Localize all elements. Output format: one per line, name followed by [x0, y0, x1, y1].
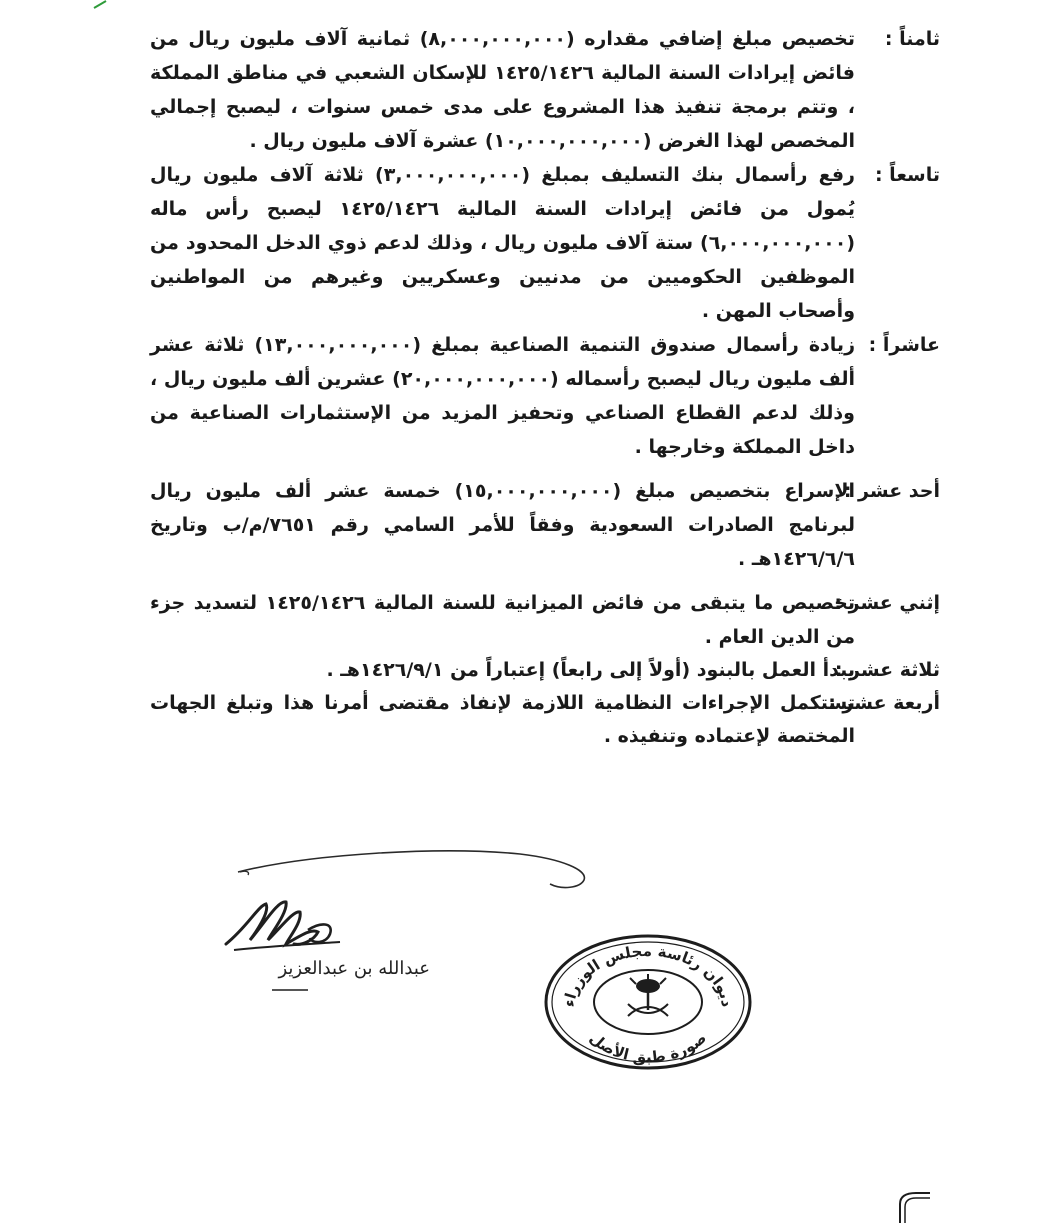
seal-stamp-icon: [540, 930, 755, 1070]
item-label: ثامناً :: [884, 28, 940, 50]
seal-top-text: ديوان رئاسة مجلس الوزراء: [559, 941, 737, 1008]
item-label: إثني عشر :: [834, 592, 940, 614]
item-label: أحد عشر :: [843, 480, 940, 502]
item-text: الإسراع بتخصيص مبلغ (١٥,٠٠٠,٠٠٠,٠٠٠) خمسة عشر ألف مليون ريال لبرنامج الصادرات السعودية وفقاً للأمر السامي رقم ٧٦٥١/م/ب وتاريخ ١٤٢٦/٦/٦هـ .: [150, 480, 855, 570]
item-label: عاشراً :: [868, 334, 940, 356]
item-label: ثلاثة عشر :: [834, 659, 940, 681]
decree-items: [150, 22, 940, 753]
palm-and-crossed-swords-emblem: [628, 974, 668, 1016]
item-9: [150, 158, 940, 328]
corner-mark-icon: [92, 0, 108, 10]
seal-bottom-text: صورة طبق الأصل: [586, 1028, 710, 1067]
item-label: تاسعاً :: [874, 164, 940, 186]
item-label: أربعة عشر :: [828, 692, 940, 714]
item-10: [150, 328, 940, 464]
item-text: يبدأ العمل بالبنود (أولاً إلى رابعاً) إعتباراً من ١٤٢٦/٩/١هـ .: [326, 659, 855, 681]
item-text: تستكمل الإجراءات النظامية اللازمة لإنفاذ مقتضى أمرنا هذا وتبلغ الجهات المختصة لإعتماده وتنفيذه .: [150, 692, 855, 747]
page-curl-icon: [896, 1190, 936, 1223]
item-8: [150, 22, 940, 158]
item-13: [150, 654, 940, 687]
item-14: [150, 687, 940, 753]
item-text: رفع رأسمال بنك التسليف بمبلغ (٣,٠٠٠,٠٠٠,٠٠٠) ثلاثة آلاف مليون ريال يُمول من فائض إيرادات السنة المالية ١٤٢٥/١٤٢٦ ليصبح رأس ماله (٦,٠٠٠,٠٠٠,٠٠٠) ستة آلاف مليون ريال ، وذلك لدعم ذوي الدخل المحدود من الموظفين الحكوميين من مدنيين وعسكريين وغيرهم من المواطنين وأصحاب المهن .: [150, 164, 855, 322]
signer-name: عبدالله بن عبدالعزيز: [278, 958, 430, 979]
item-text: زيادة رأسمال صندوق التنمية الصناعية بمبلغ (١٣,٠٠٠,٠٠٠,٠٠٠) ثلاثة عشر ألف مليون ريال ليصبح رأسماله (٢٠,٠٠٠,٠٠٠,٠٠٠) عشرين ألف مليون ريال ، وذلك لدعم القطاع الصناعي وتحفيز المزيد من الإستثمارات الصناعية من داخل المملكة وخارجها .: [150, 334, 856, 458]
item-text: تخصيص ما يتبقى من فائض الميزانية للسنة المالية ١٤٢٥/١٤٢٦ لتسديد جزء من الدين العام .: [150, 592, 855, 648]
item-11: [150, 474, 940, 576]
item-text: تخصيص مبلغ إضافي مقداره (٨,٠٠٠,٠٠٠,٠٠٠) ثمانية آلاف مليون ريال من فائض إيرادات السنة المالية ١٤٢٥/١٤٢٦ للإسكان الشعبي في مناطق المملكة ، وتتم برمجة تنفيذ هذا المشروع على مدى خمس سنوات ، ليصبح إجمالي المخصص لهذا الغرض (١٠,٠٠٠,٠٠٠,٠٠٠) عشرة آلاف مليون ريال .: [150, 28, 856, 152]
item-12: [150, 586, 940, 654]
